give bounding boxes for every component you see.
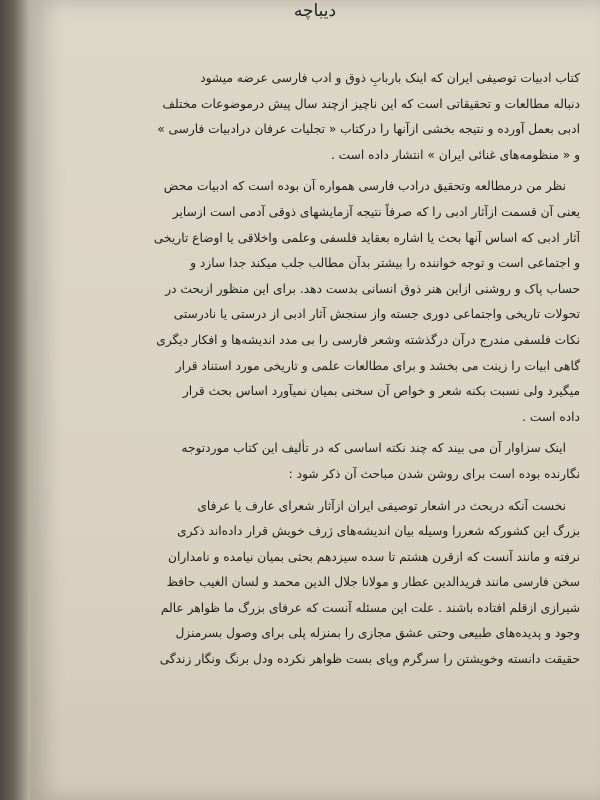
text-line: و « منظومه‌های غنائی ایران » انتشار داده است . xyxy=(330,147,580,162)
text-line: بزرگ این کشورکه شعررا وسیله بیان اندیشه‌های ژرف خویش قرار داده‌اند ذکری xyxy=(177,524,580,539)
text-line: سخن فارسی مانند فریدالدین عطار و مولانا جلال الدین محمد و لسان الغیب حافظ xyxy=(166,575,580,590)
text-line: نرفته و مانند آنست که ازقرن هشتم تا سده سیزدهم بحثی بمیان نیامده و نامداران xyxy=(168,549,580,564)
text-line: آثار ادبی که اساس آنها بحث یا اشاره بعقاید فلسفی وعلمی واخلاقی یا اوضاع تاریخی xyxy=(153,230,580,245)
text-line: داده است . xyxy=(522,409,580,424)
paragraph-approach xyxy=(62,174,580,430)
text-line: ادبی بعمل آورده و نتیجه بخشی ازآنها را درکتاب « تجلیات عرفان درادبیات فارسی » xyxy=(157,122,580,137)
text-line: یعنی آن قسمت ازآثار ادبی را که صرفاً نتیجه آزمایشهای ذوقی آدمی است ازسایر xyxy=(172,204,580,219)
paragraph-points-intro xyxy=(62,436,580,487)
text-line: نخست آنکه دربحث در اشعار توصیفی ایران ازآثار شعرای عارف یا عرفای xyxy=(197,498,566,513)
text-line: میگیرد ولی نسبت بکنه شعر و خواص آن سخنی بمیان نمیآورد اساس بحث قرار xyxy=(182,384,580,399)
paragraph-first-point xyxy=(62,494,580,673)
text-line: تحولات تاریخی واجتماعی دوری جسته واز سنجش آثار ادبی از درستی یا نادرستی xyxy=(173,307,580,322)
page-body xyxy=(62,66,580,673)
text-line: حساب پاک و روشنی ازاین هنر ذوق انسانی بدست دهد. برای این منظور ازبحث در xyxy=(165,281,580,296)
text-line: گاهی ابیات را زینت می بخشد و برای مطالعات علمی و تاریخی مورد استناد قرار xyxy=(175,358,580,373)
book-page xyxy=(30,0,600,800)
text-line: وجود و پدیده‌های طبیعی وحتی عشق مجازی را بمنزله پلی برای وصول بسرمنزل xyxy=(175,626,580,641)
text-line: حقیقت دانسته وخویشتن را سرگرم وپای بست ظواهر نکرده ودل برنگ ونگار زندگی xyxy=(159,652,580,667)
text-line: نکات فلسفی مندرج درآن درگذشته وشعر فارسی را بی مدد اندیشه‌ها و افکار دیگری xyxy=(156,332,580,347)
text-line: اینک سزاوار آن می بیند که چند نکته اساسی که در تألیف این کتاب موردتوجه xyxy=(181,441,566,456)
text-line: شیرازی ازقلم افتاده باشند . علت این مسئله آنست که عرفای بزرگ ما ظواهر عالم xyxy=(160,600,580,615)
text-line: نگارنده بوده است برای روشن شدن مباحث آن ذکر شود : xyxy=(288,466,580,481)
text-line: نظر من درمطالعه وتحقیق درادب فارسی همواره آن بوده است که ادبیات محض xyxy=(163,179,566,194)
text-line: دنباله مطالعات و تحقیقاتی است که این ناچیز ازچند سال پیش درموضوعات مختلف xyxy=(162,96,580,111)
page-header: دیباچه xyxy=(293,1,337,21)
text-line: کتاب ادبیات توصیفی ایران که اینک باربابِ ذوق و ادب فارسی عرضه میشود xyxy=(200,71,580,85)
text-line: و اجتماعی است و توجه خواننده را بیشتر بدآن مطالب جلب میکند جدا سازد و xyxy=(190,256,580,271)
paragraph-intro xyxy=(62,66,580,168)
